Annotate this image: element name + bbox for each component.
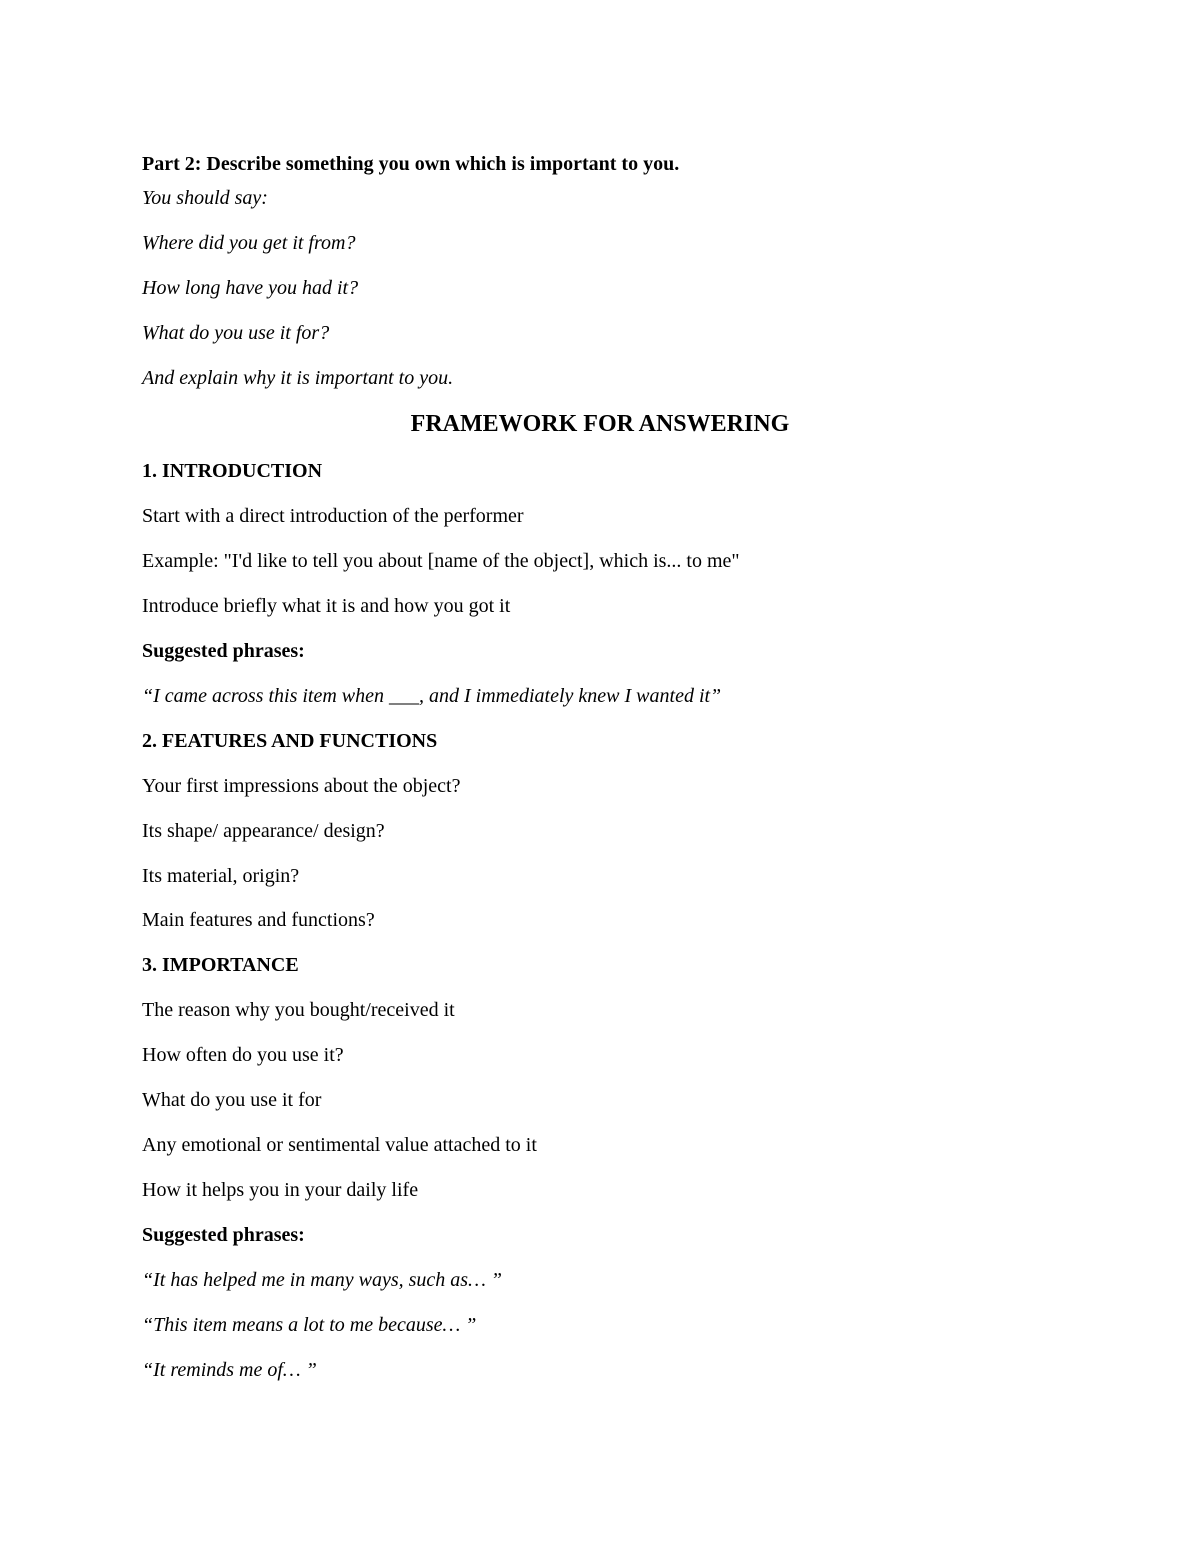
framework-title: FRAMEWORK FOR ANSWERING — [410, 411, 790, 437]
suggested-phrases-label: Suggested phrases: — [142, 1224, 305, 1246]
suggested-phrase: “It reminds me of… ” — [142, 1359, 317, 1381]
section-item: Main features and functions? — [142, 909, 375, 931]
section-item: How it helps you in your daily life — [142, 1179, 419, 1201]
section-item: Any emotional or sentimental value attached to it — [142, 1134, 537, 1156]
suggested-phrase: “This item means a lot to me because… ” — [142, 1314, 477, 1336]
section-item: Your first impressions about the object? — [142, 775, 461, 797]
section-heading: 3. IMPORTANCE — [142, 954, 299, 976]
prompt-lead: You should say: — [142, 187, 268, 209]
section-item: Start with a direct introduction of the performer — [142, 505, 524, 527]
section-item: How often do you use it? — [142, 1044, 344, 1066]
section-item: The reason why you bought/received it — [142, 999, 455, 1021]
prompt-question: How long have you had it? — [142, 277, 359, 299]
section-item: Example: "I'd like to tell you about [name of the object], which is... to me" — [142, 550, 740, 572]
prompt-question: What do you use it for? — [142, 322, 330, 344]
prompt-question: And explain why it is important to you. — [142, 367, 454, 389]
section-heading: 1. INTRODUCTION — [142, 460, 323, 482]
prompt-question: Where did you get it from? — [142, 232, 356, 254]
section-item: Its shape/ appearance/ design? — [142, 820, 385, 842]
suggested-phrase: “It has helped me in many ways, such as… ” — [142, 1269, 502, 1291]
section-heading: 2. FEATURES AND FUNCTIONS — [142, 730, 438, 752]
section-item: Introduce briefly what it is and how you got it — [142, 595, 511, 617]
section-item: Its material, origin? — [142, 865, 300, 887]
section-item: What do you use it for — [142, 1089, 322, 1111]
suggested-phrase: “I came across this item when ___, and I immediately knew I wanted it” — [142, 685, 722, 707]
suggested-phrases-label: Suggested phrases: — [142, 640, 305, 662]
prompt-title: Part 2: Describe something you own which is important to you. — [142, 153, 680, 175]
